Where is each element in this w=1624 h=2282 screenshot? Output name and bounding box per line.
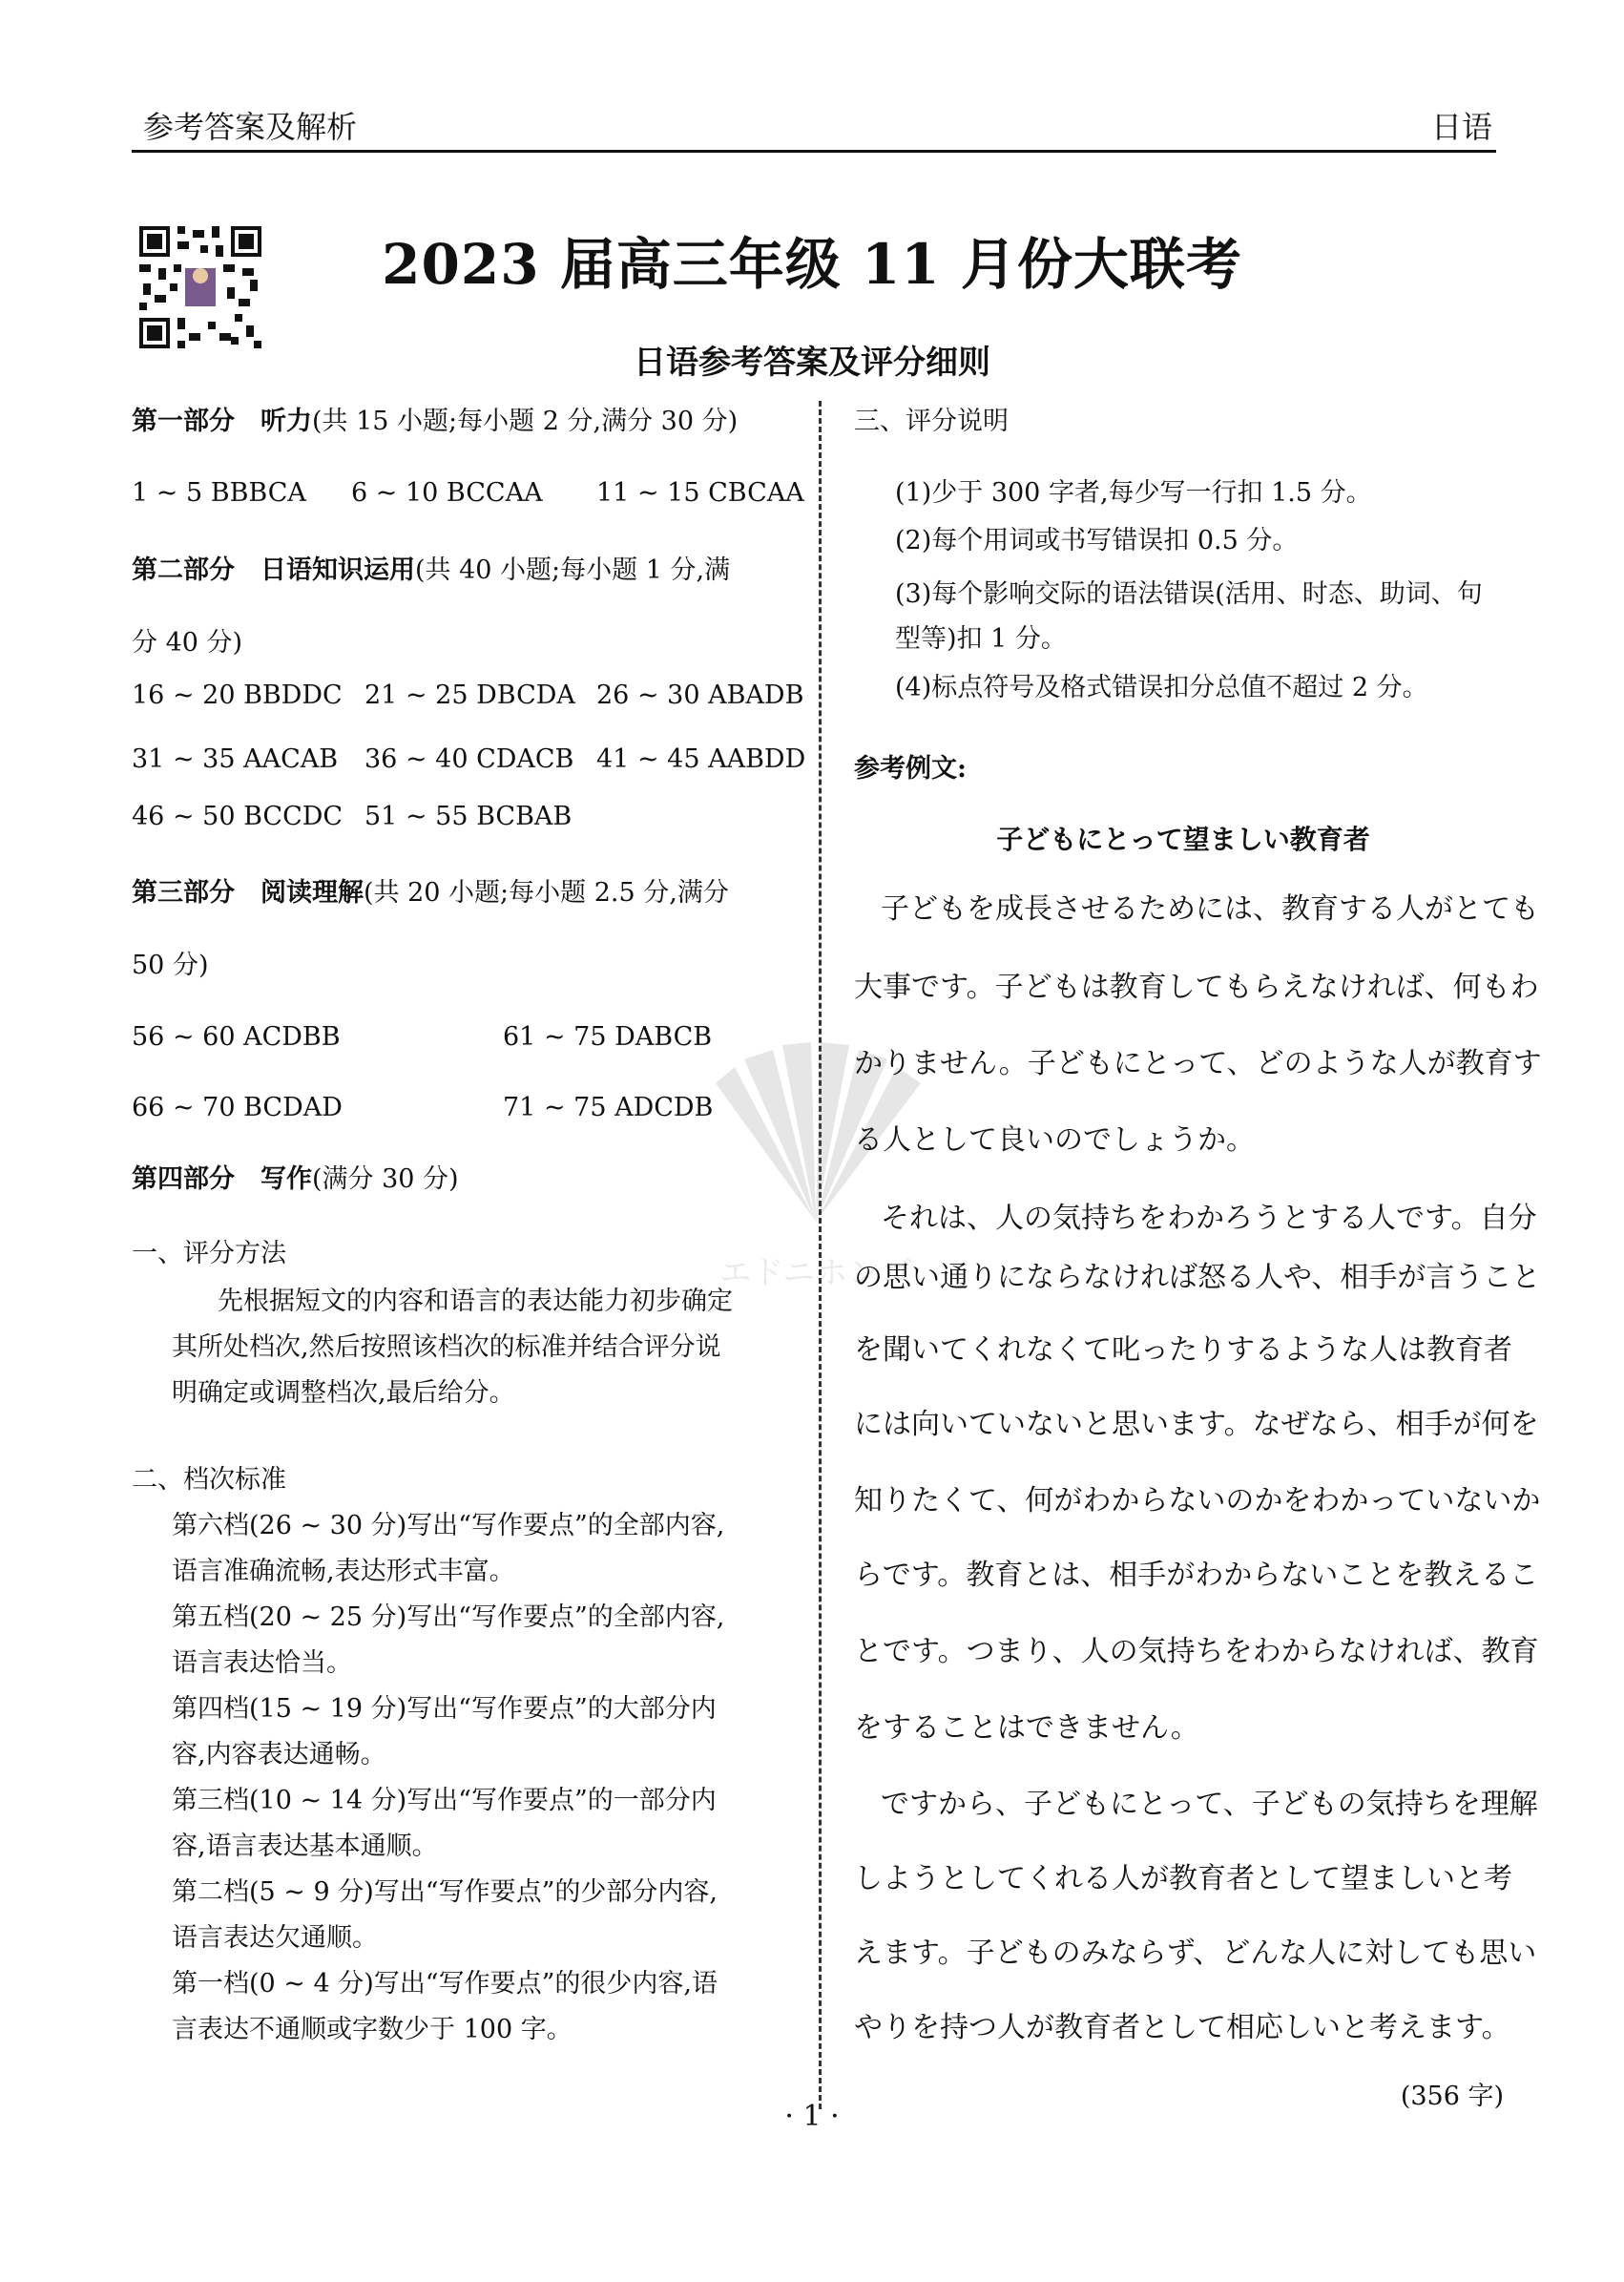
answer-61-75: 61 ~ 75 DABCB [503, 1022, 713, 1052]
method-line: 先根据短文的内容和语言的表达能力初步确定 [218, 1287, 733, 1316]
answer-46-50: 46 ~ 50 BCCDC [132, 802, 344, 831]
method-line: 明确定或调整档次,最后给分。 [172, 1378, 515, 1408]
part3-heading-line [132, 880, 729, 906]
level-line: 语言表达恰当。 [172, 1648, 352, 1678]
essay-line: を聞いてくれなくて叱ったりするような人は教育者 [854, 1333, 1512, 1367]
answer-56-60: 56 ~ 60 ACDBB [132, 1022, 341, 1052]
level-line: 第六档(26 ~ 30 分)写出“写作要点”的全部内容, [172, 1511, 725, 1540]
part3-heading: 第三部分 阅读理解 [132, 878, 364, 908]
part4-heading-line [132, 1166, 459, 1192]
part1-note: (共 15 小题;每小题 2 分,满分 30 分) [312, 407, 739, 436]
watermark-text: エドニホンゴ [718, 1254, 913, 1292]
answer-21-25: 21 ~ 25 DBCDA [364, 680, 575, 710]
part2-note-cont: 分 40 分) [132, 628, 243, 658]
scoring-line: (4)标点符号及格式错误扣分总值不超过 2 分。 [895, 673, 1428, 702]
level-line: 第二档(5 ~ 9 分)写出“写作要点”的少部分内容, [172, 1877, 718, 1907]
essay-line: とです。つまり、人の気持ちをわからなければ、教育 [854, 1635, 1539, 1668]
answer-41-45: 41 ~ 45 AABDD [596, 744, 806, 774]
essay-line: やりを持つ人が教育者として相応しいと考えます。 [854, 2011, 1510, 2044]
level-line: 第四档(15 ~ 19 分)写出“写作要点”的大部分内 [172, 1694, 717, 1724]
answer-66-70: 66 ~ 70 BCDAD [132, 1093, 343, 1122]
answer-16-20: 16 ~ 20 BBDDC [132, 680, 343, 710]
part3-note-cont: 50 分) [132, 951, 209, 980]
document-title: 2023 届高三年级 11 月份大联考 [382, 232, 1242, 297]
answer-36-40: 36 ~ 40 CDACB [364, 744, 574, 774]
page-number: · 1 · [784, 2100, 840, 2133]
level-line: 语言准确流畅,表达形式丰富。 [172, 1557, 515, 1586]
answer-1-5: 1 ~ 5 BBBCA [132, 478, 306, 508]
part2-note: (共 40 小题;每小题 1 分,满 [415, 555, 731, 585]
document-subtitle: 日语参考答案及评分细则 [634, 344, 990, 382]
scoring-line: (1)少于 300 字者,每少写一行扣 1.5 分。 [895, 478, 1372, 508]
level-line: 语言表达欠通顺。 [172, 1923, 378, 1953]
essay-title: 子どもにとって望ましい教育者 [996, 824, 1370, 855]
level-line: 容,语言表达基本通顺。 [172, 1832, 438, 1861]
essay-line: 大事です。子どもは教育してもらえなければ、何もわ [854, 971, 1539, 1004]
scoring-heading: 三、评分说明 [854, 407, 1009, 436]
answer-71-75: 71 ~ 75 ADCDB [503, 1093, 714, 1122]
part1-heading: 第一部分 听力 [132, 407, 312, 436]
answer-31-35: 31 ~ 35 AACAB [132, 744, 339, 774]
essay-line: かりません。子どもにとって、どのような人が教育す [854, 1047, 1542, 1080]
part4-note: (满分 30 分) [312, 1164, 459, 1194]
essay-line: それは、人の気持ちをわかろうとする人です。自分 [881, 1202, 1537, 1235]
level-line: 第五档(20 ~ 25 分)写出“写作要点”的全部内容, [172, 1602, 725, 1632]
part2-heading: 第二部分 日语知识运用 [132, 555, 415, 585]
header-subject-label: 日语 [1430, 109, 1492, 145]
scoring-line: (3)每个影响交际的语法错误(活用、时态、助词、句 [895, 579, 1483, 609]
answer-51-55: 51 ~ 55 BCBAB [364, 802, 573, 831]
essay-line: をすることはできません。 [854, 1711, 1199, 1745]
part1-heading-line [132, 408, 738, 434]
part2-heading-line [132, 557, 730, 583]
example-label: 参考例文: [854, 754, 967, 784]
essay-line: しようとしてくれる人が教育者として望ましいと考 [854, 1862, 1512, 1895]
character-count: (356 字) [1400, 2082, 1504, 2111]
level-heading: 二、档次标准 [132, 1465, 286, 1495]
header-left-label: 参考答案及解析 [143, 109, 358, 145]
method-heading: 一、评分方法 [132, 1239, 286, 1268]
part3-note: (共 20 小题;每小题 2.5 分,满分 [364, 878, 729, 908]
header-rule [132, 150, 1496, 153]
essay-line: えます。子どものみならず、どんな人に対しても思い [854, 1937, 1537, 1970]
answer-11-15: 11 ~ 15 CBCAA [596, 478, 804, 508]
level-line: 容,内容表达通畅。 [172, 1740, 386, 1769]
level-line: 第三档(10 ~ 14 分)写出“写作要点”的一部分内 [172, 1786, 717, 1815]
essay-line: 子どもを成長させるためには、教育する人がとても [881, 892, 1539, 926]
scoring-line: (2)每个用词或书写错误扣 0.5 分。 [895, 526, 1299, 555]
level-line: 言表达不通顺或字数少于 100 字。 [172, 2015, 573, 2044]
essay-line: る人として良いのでしょうか。 [854, 1123, 1255, 1157]
part4-heading: 第四部分 写作 [132, 1164, 312, 1194]
answer-26-30: 26 ~ 30 ABADB [596, 680, 804, 710]
essay-line: ですから、子どもにとって、子どもの気持ちを理解 [881, 1788, 1538, 1821]
method-line: 其所处档次,然后按照该档次的标准并结合评分说 [172, 1332, 721, 1362]
essay-line: の思い通りにならなければ怒る人や、相手が言うこと [854, 1261, 1541, 1294]
level-line: 第一档(0 ~ 4 分)写出“写作要点”的很少内容,语 [172, 1969, 718, 1999]
essay-line: らです。教育とは、相手がわからないことを教えるこ [854, 1559, 1539, 1592]
scoring-line: 型等)扣 1 分。 [895, 624, 1067, 654]
essay-line: 知りたくて、何がわからないのかをわかっていないか [854, 1484, 1541, 1518]
answer-6-10: 6 ~ 10 BCCAA [351, 478, 543, 508]
essay-line: には向いていないと思います。なぜなら、相手が何を [854, 1408, 1539, 1441]
